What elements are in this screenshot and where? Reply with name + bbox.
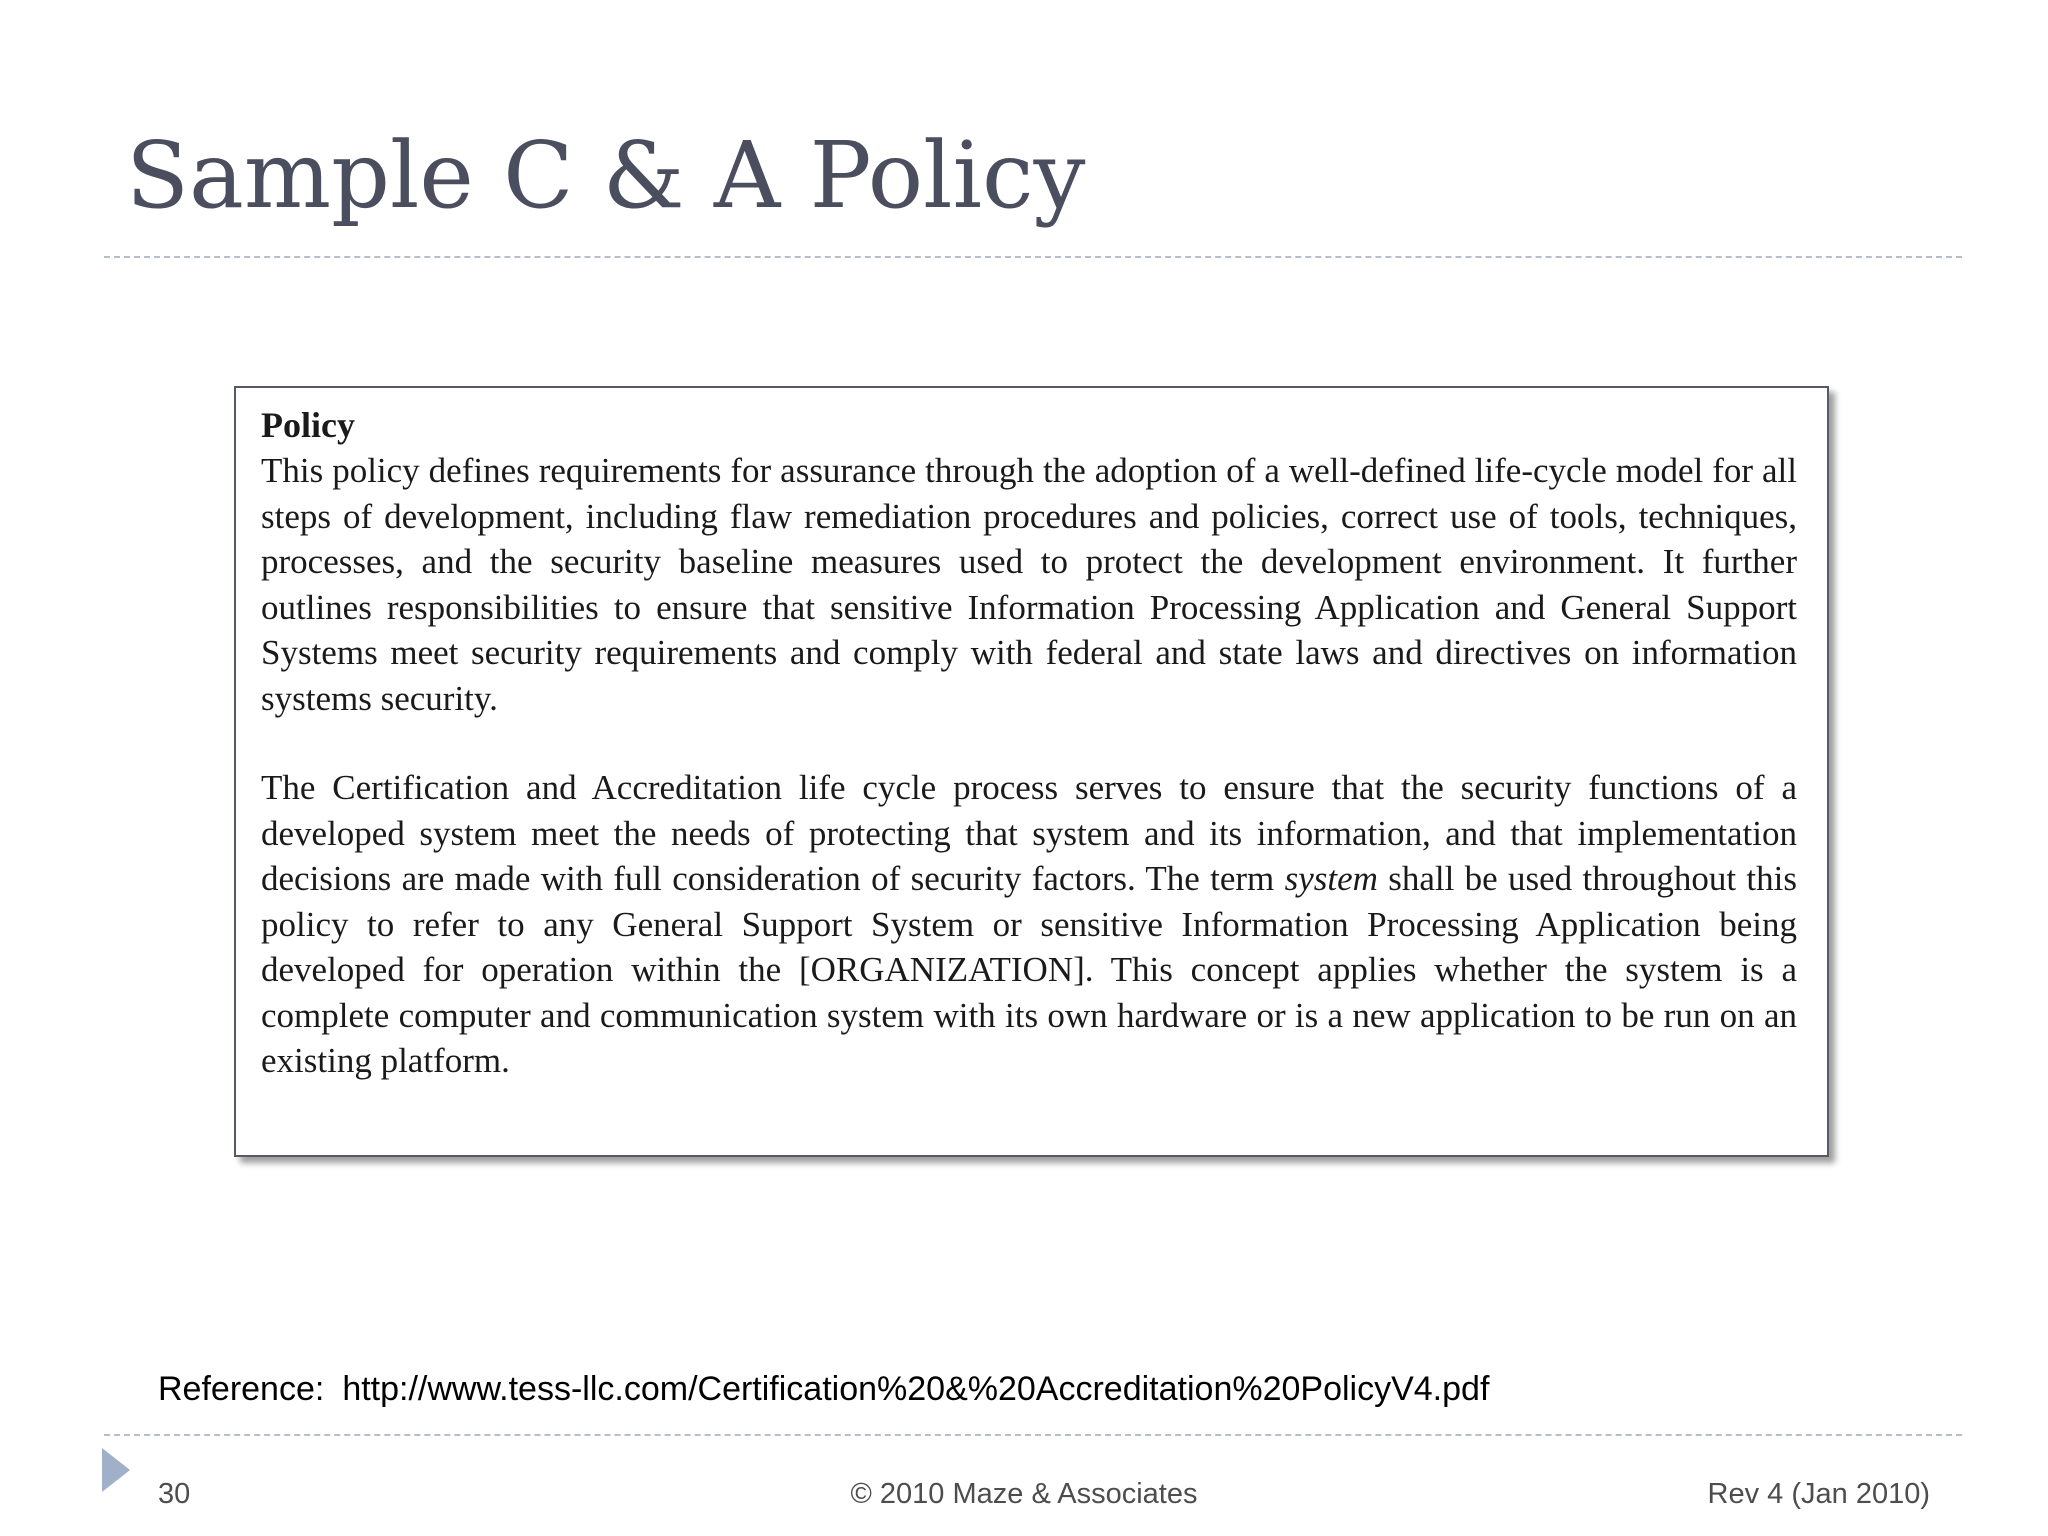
copyright-notice: © 2010 Maze & Associates [850, 1478, 1198, 1510]
policy-paragraph-2-start: The Certification and Accreditation life cycle process serves to ensure that the security functions of a developed system meet the needs of protecting that system and its information, and that implementation decisions are made with full consideration of security factors. The term [261, 768, 1797, 898]
policy-heading: Policy [261, 405, 355, 445]
reference-url: http://www.tess-llc.com/Certification%20&%20Accreditation%20PolicyV4.pdf [342, 1370, 1490, 1408]
revision-label: Rev 4 (Jan 2010) [1707, 1478, 1930, 1510]
policy-paragraph-2-end: shall be used throughout this policy to refer to any General Support System or sensitive Information Processing Application being developed for operation within the [ORGANIZATION]. This concept applies whether the system is a complete computer and communication system with its own hardware or is a new application to be run on an existing platform. [261, 859, 1798, 1080]
title-divider [104, 256, 1962, 258]
policy-excerpt-box [234, 386, 1829, 1157]
page-number: 30 [158, 1478, 191, 1510]
footer-divider [104, 1434, 1962, 1436]
slide-title: Sample C & A Policy [126, 122, 1086, 229]
reference-label: Reference: [158, 1370, 325, 1408]
reference-line [158, 1370, 1489, 1409]
policy-paragraph-1: This policy defines requirements for assurance through the adoption of a well-defined life-cycle model for all steps of development, including flaw remediation procedures and policies, correct use of tools, techniques, processes, and the security baseline measures used to protect the development environment. It further outlines responsibilities to ensure that sensitive Information Processing Application and General Support Systems meet security requirements and comply with federal and state laws and directives on information systems security. [261, 451, 1797, 718]
policy-term-system: system [1284, 859, 1378, 898]
policy-paragraph-2 [261, 765, 1797, 1084]
